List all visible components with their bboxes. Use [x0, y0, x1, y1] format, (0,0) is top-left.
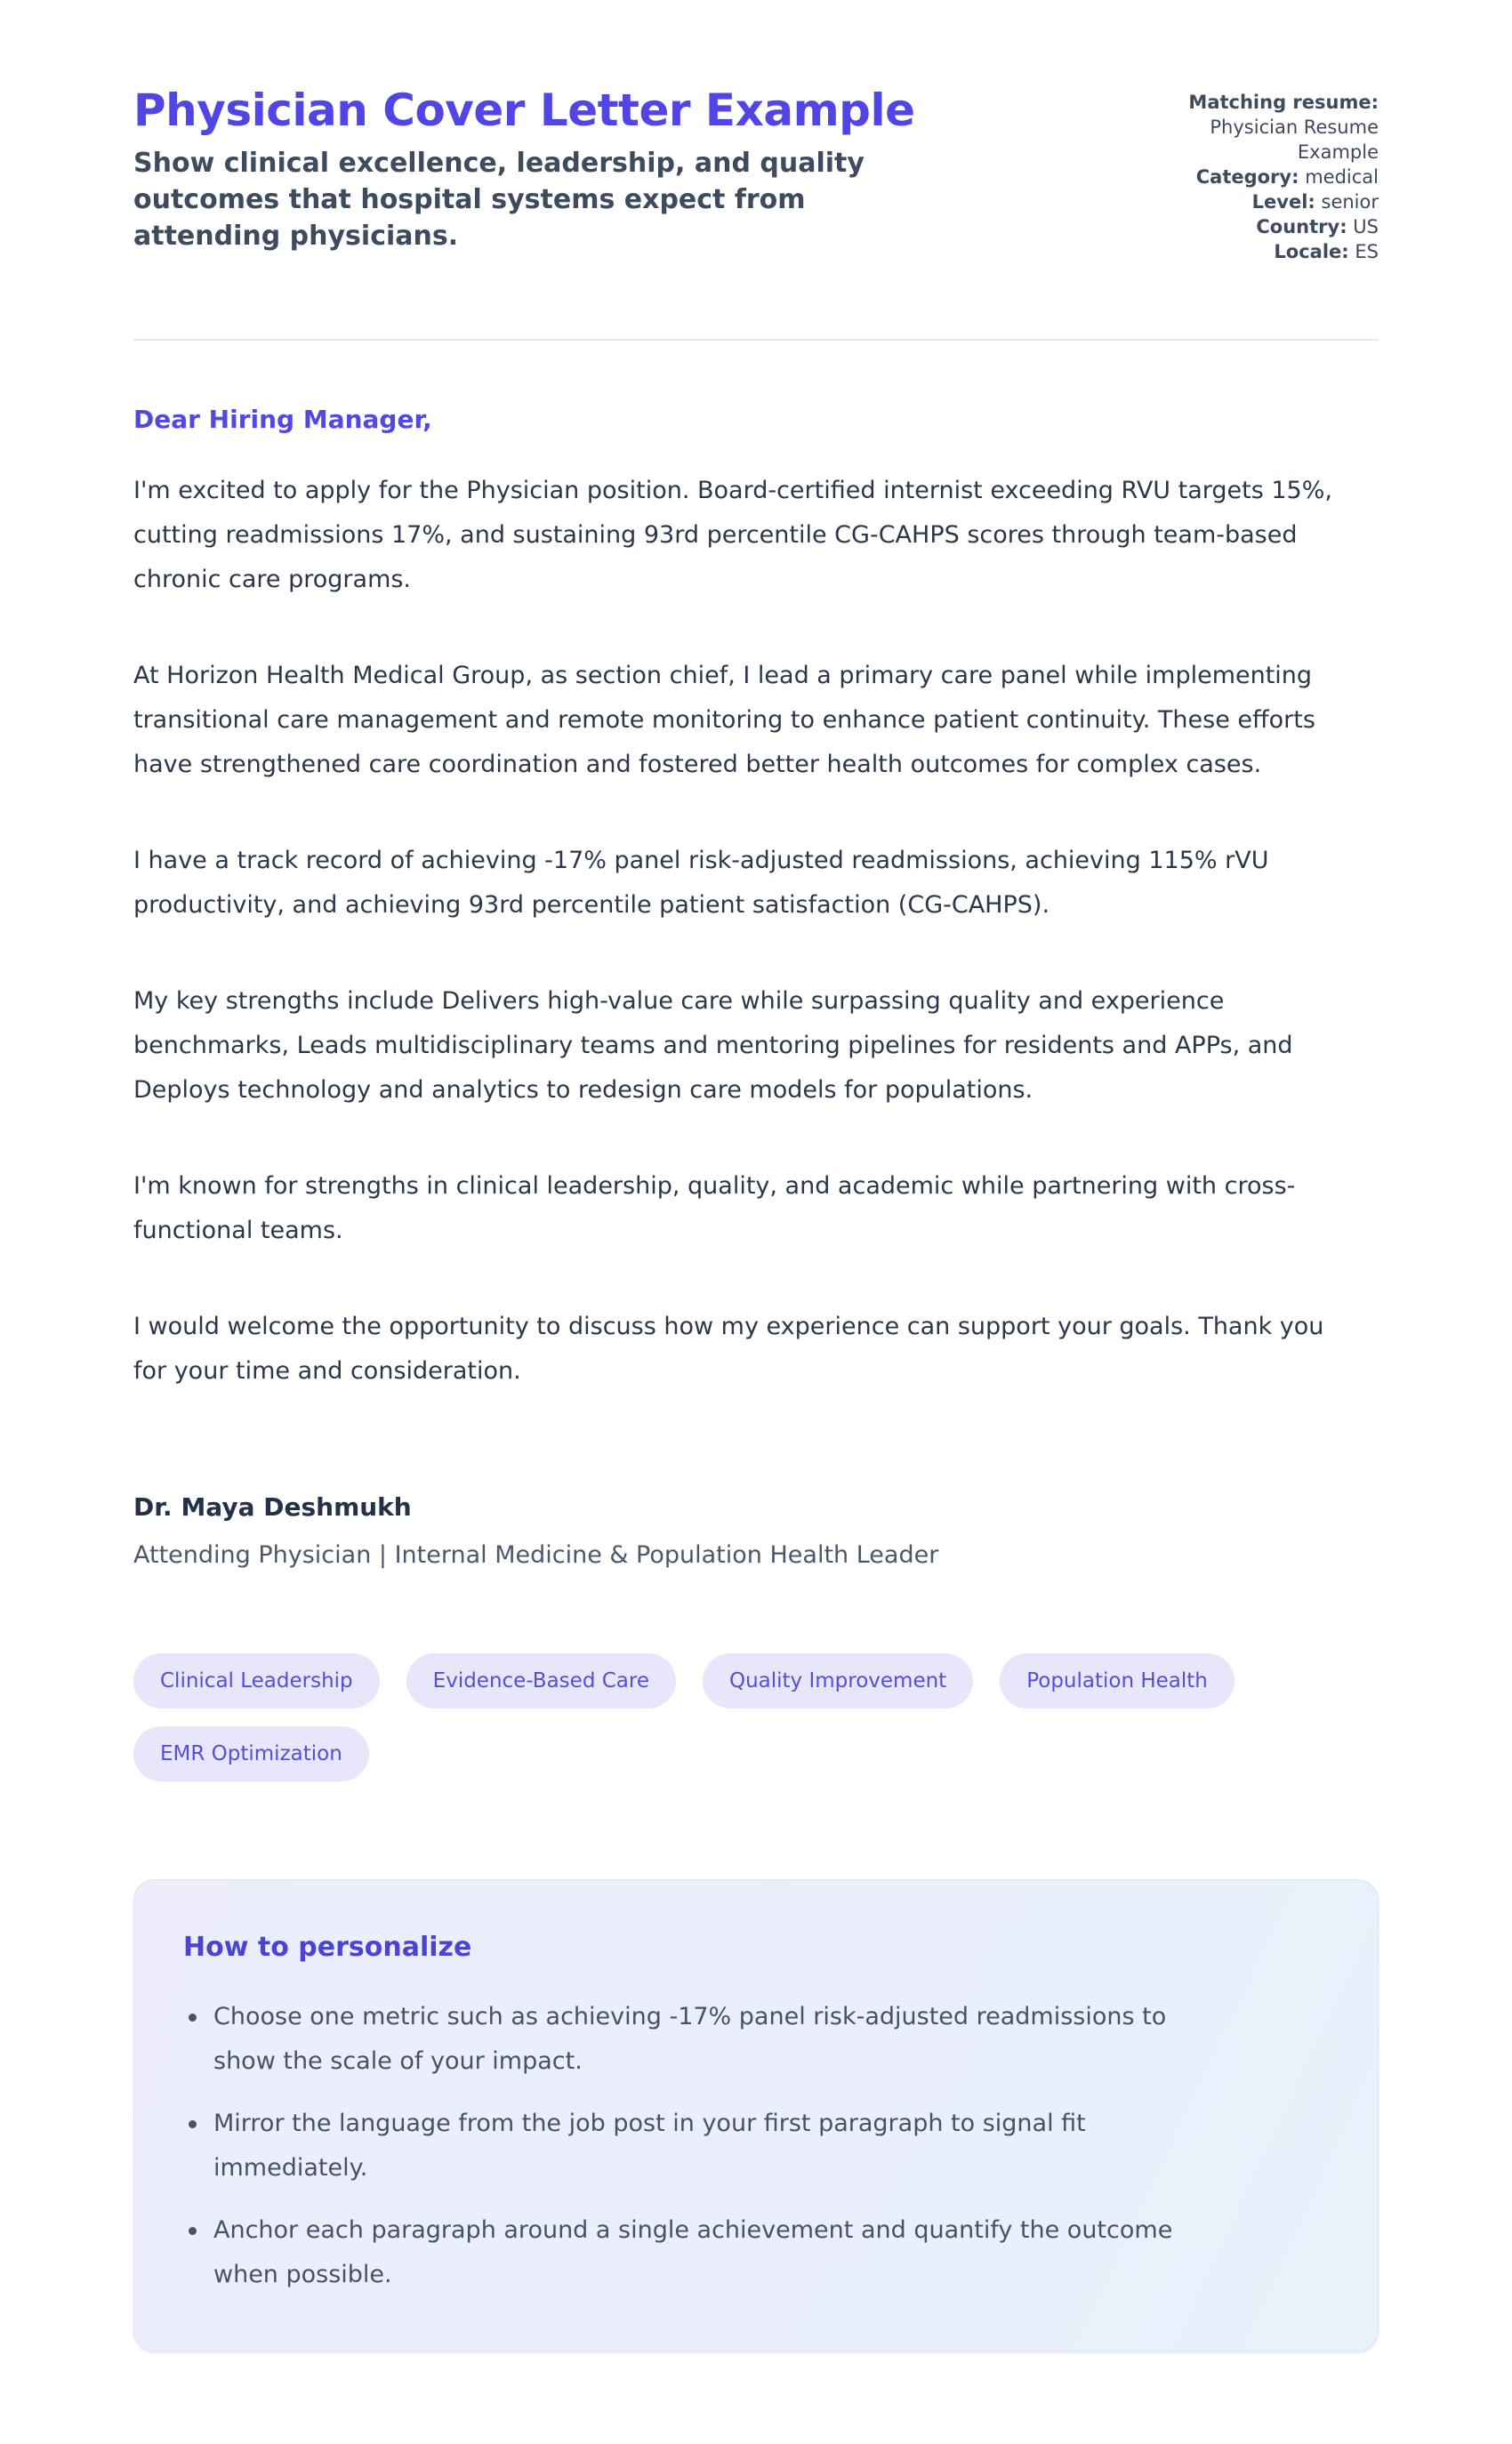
personalize-box: [133, 1879, 1379, 2352]
tag-chip-clinical-leadership[interactable]: Clinical Leadership: [133, 1653, 380, 1708]
header: [133, 84, 1379, 264]
meta-matching-resume: [1137, 90, 1379, 165]
meta-country-value: US: [1353, 216, 1379, 237]
meta-country-label: Country:: [1256, 216, 1347, 237]
meta-locale-label: Locale:: [1274, 241, 1349, 262]
meta-category-value: medical: [1305, 166, 1379, 188]
tag-list: [133, 1653, 1272, 1781]
tag-chip-quality-improvement[interactable]: Quality Improvement: [703, 1653, 973, 1708]
meta-matching-resume-label: Matching resume:: [1188, 92, 1379, 113]
tag-chip-evidence-based-care[interactable]: Evidence-Based Care: [406, 1653, 676, 1708]
meta-locale: [1137, 239, 1379, 264]
letter-paragraph: At Horizon Health Medical Group, as section chief, I lead a primary care panel while implementing transitional care management and remote monitoring to enhance patient continuity. These efforts have strengthened care coordination and fostered better health outcomes for complex cases.: [133, 662, 1315, 778]
letter-paragraph: I'm excited to apply for the Physician position. Board-certified internist exceeding RVU targets 15%, cutting readmissions 17%, and sustaining 93rd percentile CG-CAHPS scores through team-based chronic care programs.: [133, 477, 1332, 593]
personalize-bullet: Mirror the language from the job post in your first paragraph to signal fit immediately.: [183, 2102, 1215, 2191]
cover-letter-body: [133, 398, 1379, 2352]
content-column: [133, 0, 1379, 2352]
letter-paragraph: I'm known for strengths in clinical leadership, quality, and academic while partnering with cross-functional teams.: [133, 1172, 1296, 1244]
tag-chip-population-health[interactable]: Population Health: [1000, 1653, 1235, 1708]
meta-matching-resume-value[interactable]: Physician Resume Example: [1210, 117, 1379, 163]
personalize-bullet: Anchor each paragraph around a single achievement and quantify the outcome when possible.: [183, 2208, 1215, 2297]
meta-category-label: Category:: [1195, 166, 1299, 188]
meta-country: [1137, 214, 1379, 239]
signature-name: Dr. Maya Deshmukh: [133, 1492, 412, 1522]
letter-paragraph: I would welcome the opportunity to discuss how my experience can support your goals. Thank you for your time and consideration.: [133, 1313, 1324, 1385]
meta-category: [1137, 165, 1379, 189]
personalize-bullet-list: [183, 1995, 1329, 2297]
page-title: Physician Cover Letter Example: [133, 84, 915, 136]
page-subtitle: Show clinical excellence, leadership, and quality outcomes that hospital systems expect from attending physicians.: [133, 148, 865, 252]
meta-level-label: Level:: [1251, 191, 1315, 213]
tag-chip-emr-optimization[interactable]: EMR Optimization: [133, 1726, 369, 1781]
header-divider: [133, 339, 1379, 341]
header-title-block: [133, 84, 925, 254]
personalize-heading: How to personalize: [183, 1932, 472, 1963]
letter-paragraph: I have a track record of achieving -17% panel risk-adjusted readmissions, achieving 115% rVU productivity, and achieving 93rd percentile patient satisfaction (CG-CAHPS).: [133, 847, 1269, 919]
meta-level: [1137, 189, 1379, 214]
letter-paragraph: My key strengths include Delivers high-value care while surpassing quality and experience benchmarks, Leads multidisciplinary teams and mentoring pipelines for residents and APPs, and Deploys technology and analytics to redesign care models for populations.: [133, 987, 1293, 1104]
meta-locale-value: ES: [1355, 241, 1379, 262]
letter-greeting: Dear Hiring Manager,: [133, 405, 432, 434]
meta-level-value: senior: [1321, 191, 1379, 213]
personalize-bullet: Choose one metric such as achieving -17% panel risk-adjusted readmissions to show the scale of your impact.: [183, 1995, 1215, 2084]
resume-meta-panel: [1137, 84, 1379, 264]
signature-title: Attending Physician | Internal Medicine & Population Health Leader: [133, 1541, 939, 1569]
